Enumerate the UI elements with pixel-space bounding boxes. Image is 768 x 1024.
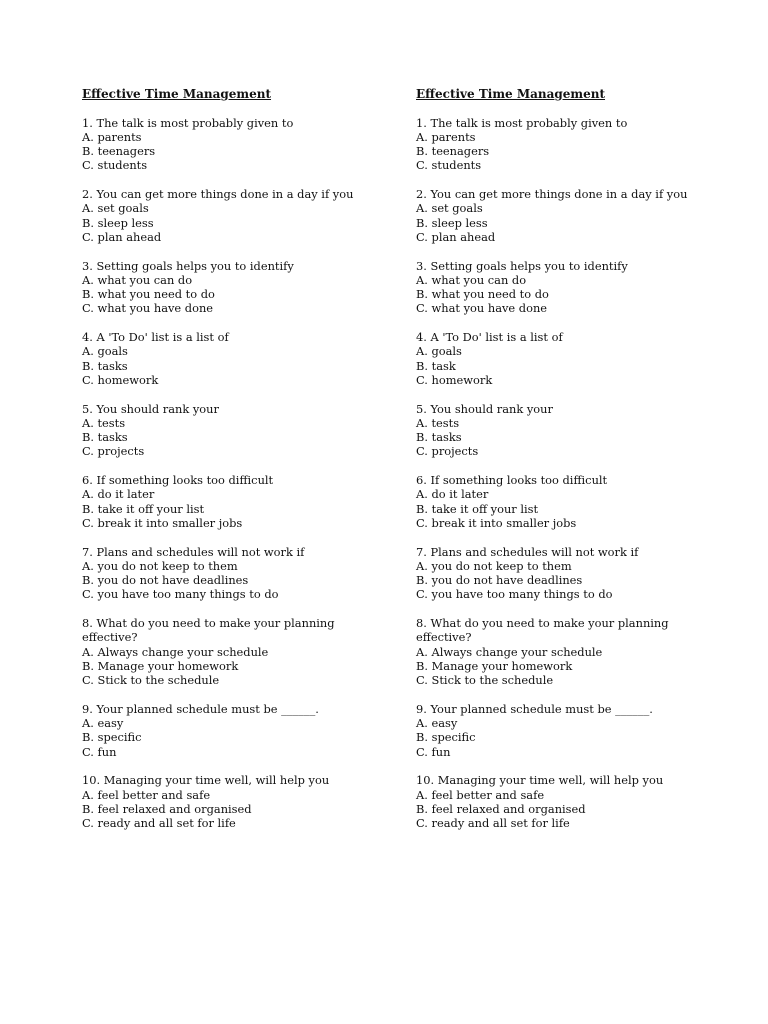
option-a: A. tests (82, 415, 126, 430)
question-text: 7. Plans and schedules will not work if (416, 544, 639, 559)
option-c: C. what you have done (82, 301, 214, 316)
option-c: C. break it into smaller jobs (82, 515, 243, 530)
question-text: 8. What do you need to make your planning effective? (416, 615, 669, 645)
option-b: B. take it off your list (82, 501, 205, 516)
option-b: B. teenagers (82, 144, 156, 159)
option-b: B. tasks (82, 430, 128, 445)
question-text: 4. A 'To Do' list is a list of (416, 330, 563, 345)
option-a: A. feel better and safe (82, 787, 211, 802)
option-a: A. feel better and safe (416, 787, 545, 802)
option-b: B. feel relaxed and organised (416, 801, 586, 816)
question-text: 10. Managing your time well, will help you (82, 773, 330, 788)
question-text: 2. You can get more things done in a day if you (416, 187, 688, 202)
question-2 (416, 187, 736, 244)
question-text: 2. You can get more things done in a day if you (82, 187, 354, 202)
question-8 (82, 616, 402, 687)
option-c: C. plan ahead (82, 229, 162, 244)
question-4 (416, 330, 736, 387)
option-b: B. take it off your list (416, 501, 539, 516)
question-5 (82, 402, 402, 459)
option-c: C. projects (82, 444, 145, 459)
option-a: A. easy (416, 716, 458, 731)
option-c: C. ready and all set for life (82, 816, 236, 831)
option-c: C. what you have done (416, 301, 548, 316)
option-b: B. task (416, 358, 456, 373)
question-4 (82, 330, 402, 387)
option-c: C. homework (82, 372, 159, 387)
question-text: 8. What do you need to make your planning effective? (82, 615, 335, 645)
question-text: 6. If something looks too difficult (82, 473, 274, 488)
option-b: B. feel relaxed and organised (82, 801, 252, 816)
option-a: A. you do not keep to them (416, 558, 572, 573)
question-6 (416, 473, 736, 530)
question-text: 5. You should rank your (82, 401, 219, 416)
option-b: B. you do not have deadlines (416, 573, 583, 588)
question-10 (82, 773, 402, 830)
question-text: 4. A 'To Do' list is a list of (82, 330, 229, 345)
question-text: 1. The talk is most probably given to (82, 115, 294, 130)
option-a: A. goals (82, 344, 128, 359)
option-a: A. what you can do (416, 272, 527, 287)
option-b: B. tasks (416, 430, 462, 445)
question-10 (416, 773, 736, 830)
option-a: A. what you can do (82, 272, 193, 287)
option-b: B. tasks (82, 358, 128, 373)
option-c: C. students (416, 158, 482, 173)
option-a: A. easy (82, 716, 124, 731)
option-c: C. you have too many things to do (416, 587, 613, 602)
worksheet-title: Effective Time Management (82, 87, 272, 101)
option-b: B. you do not have deadlines (82, 573, 249, 588)
question-text: 9. Your planned schedule must be ______. (82, 701, 319, 716)
question-6 (82, 473, 402, 530)
question-3 (82, 259, 402, 316)
question-7 (82, 545, 402, 602)
question-3 (416, 259, 736, 316)
option-a: A. tests (416, 415, 460, 430)
option-c: C. homework (416, 372, 493, 387)
question-1 (82, 116, 402, 173)
question-8 (416, 616, 736, 687)
option-a: A. you do not keep to them (82, 558, 238, 573)
worksheet-left (82, 87, 402, 845)
option-c: C. you have too many things to do (82, 587, 279, 602)
question-text: 3. Setting goals helps you to identify (82, 258, 294, 273)
worksheet-right (416, 87, 736, 845)
option-c: C. break it into smaller jobs (416, 515, 577, 530)
question-5 (416, 402, 736, 459)
option-c: C. ready and all set for life (416, 816, 570, 831)
question-2 (82, 187, 402, 244)
worksheet-title: Effective Time Management (416, 87, 606, 101)
question-9 (416, 702, 736, 759)
option-b: B. sleep less (416, 215, 488, 230)
option-c: C. Stick to the schedule (416, 673, 554, 688)
option-b: B. specific (82, 730, 142, 745)
question-text: 6. If something looks too difficult (416, 473, 608, 488)
question-text: 3. Setting goals helps you to identify (416, 258, 628, 273)
option-a: A. Always change your schedule (82, 644, 269, 659)
question-text: 10. Managing your time well, will help you (416, 773, 664, 788)
option-a: A. set goals (82, 201, 149, 216)
option-c: C. fun (416, 744, 451, 759)
option-c: C. Stick to the schedule (82, 673, 220, 688)
option-c: C. plan ahead (416, 229, 496, 244)
question-text: 9. Your planned schedule must be ______. (416, 701, 653, 716)
option-b: B. Manage your homework (82, 658, 239, 673)
option-b: B. what you need to do (416, 287, 549, 302)
question-1 (416, 116, 736, 173)
question-7 (416, 545, 736, 602)
question-text: 1. The talk is most probably given to (416, 115, 628, 130)
option-a: A. do it later (82, 487, 155, 502)
option-b: B. sleep less (82, 215, 154, 230)
option-b: B. what you need to do (82, 287, 215, 302)
option-c: C. fun (82, 744, 117, 759)
option-a: A. parents (82, 129, 142, 144)
option-a: A. parents (416, 129, 476, 144)
question-text: 7. Plans and schedules will not work if (82, 544, 305, 559)
option-a: A. goals (416, 344, 462, 359)
question-9 (82, 702, 402, 759)
option-b: B. specific (416, 730, 476, 745)
option-a: A. Always change your schedule (416, 644, 603, 659)
option-b: B. Manage your homework (416, 658, 573, 673)
question-text: 5. You should rank your (416, 401, 553, 416)
option-c: C. projects (416, 444, 479, 459)
option-a: A. set goals (416, 201, 483, 216)
option-c: C. students (82, 158, 148, 173)
option-a: A. do it later (416, 487, 489, 502)
option-b: B. teenagers (416, 144, 490, 159)
